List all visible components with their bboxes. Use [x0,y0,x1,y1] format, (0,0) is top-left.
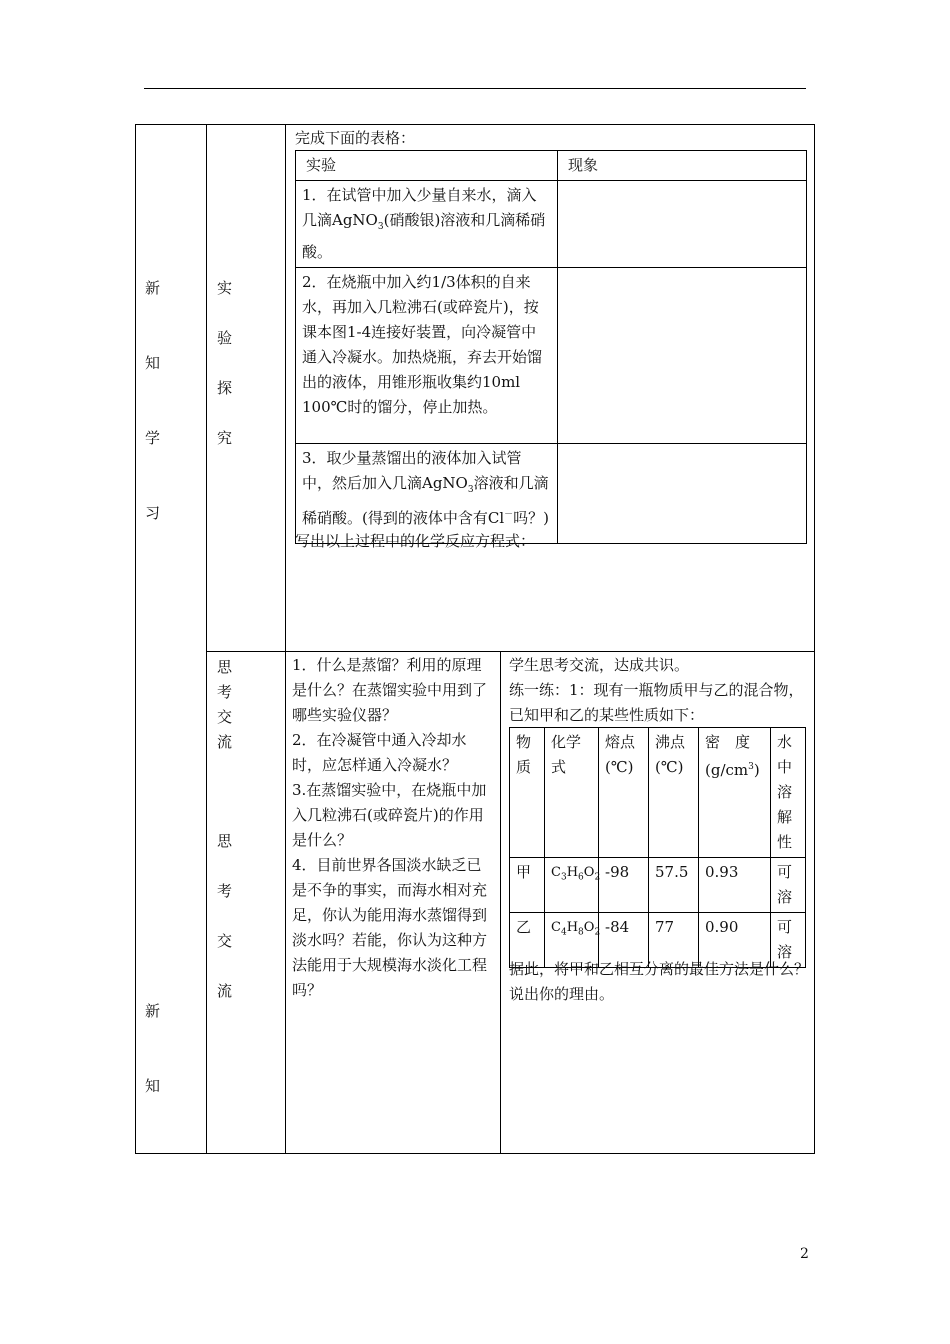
left-char-5: 新 [145,1002,161,1020]
col-divider-3 [500,651,501,1154]
think-char-3: 交 [217,708,233,726]
prop-header-boiling: 沸点(℃) [649,728,699,858]
experiment-table [295,150,807,544]
discussion-note [509,653,809,728]
think-char-2: 考 [217,683,233,701]
exercise-conclusion: 据此，将甲和乙相互分离的最佳方法是什么？说出你的理由。 [509,960,810,1003]
prop-header-density: 密 度$(g/cm^3)$ [699,728,771,858]
question-3: 3.在蒸馏实验中，在烧瓶中加入几粒沸石(或碎瓷片)的作用是什么？ [292,781,487,849]
question-2: 2．在冷凝管中通入冷却水时，应怎样通入冷凝水？ [292,731,467,774]
left-char-3: 学 [145,429,161,447]
prop-cell: 可溶 [771,858,806,913]
col-divider-1 [206,124,207,1154]
mid-char-1: 实 [217,279,233,297]
mid-char-3: 探 [217,379,233,397]
left-char-6: 知 [145,1077,161,1095]
think-char-7: 交 [217,932,233,950]
prop-cell: 0.90 [699,913,771,968]
experiment-step-2: 2．在烧瓶中加入约1/3体积的自来水，再加入几粒沸石(或碎瓷片)，按课本图1-4连接好装置，向冷凝管中通入冷凝水。加热烧瓶，弃去开始馏出的液体，用锥形瓶收集约10ml 100℃时的馏分，停止加热。 [296,268,558,444]
think-char-6: 考 [217,882,233,900]
left-char-2: 知 [145,354,161,372]
experiment-step-3: 3．取少量蒸馏出的液体加入试管中，然后加入几滴AgNO$_3$溶液和几滴稀硝酸。(得到的液体中含有Cl－吗？) [296,444,558,544]
prop-cell: 0.93 [699,858,771,913]
think-char-5: 思 [217,832,233,850]
row-divider [206,651,815,652]
think-char-1: 思 [217,658,233,676]
header-rule [144,88,806,89]
think-char-8: 流 [217,982,233,1000]
left-char-1: 新 [145,279,161,297]
header-phenomenon: 现象 [558,151,807,181]
prop-cell: 77 [649,913,699,968]
prop-cell: 乙 [510,913,545,968]
prop-cell: $C_4H_8O_2$ [545,913,599,968]
result-cell-2[interactable] [558,268,807,444]
header-experiment: 实验 [296,151,558,181]
result-cell-1[interactable] [558,181,807,268]
mid-char-2: 验 [217,329,233,347]
think-char-4: 流 [217,733,233,751]
prop-cell: -98 [599,858,649,913]
discussion-line-1: 学生思考交流，达成共识。 [509,656,690,674]
prop-cell: $C_3H_6O_2$ [545,858,599,913]
property-table [509,727,806,968]
prop-header-formula: 化学式 [545,728,599,858]
prop-cell: -84 [599,913,649,968]
table-intro: 完成下面的表格： [295,129,416,147]
equation-prompt: 写出以上过程中的化学反应方程式： [295,532,536,550]
prop-header-substance: 物质 [510,728,545,858]
question-list [292,653,494,1003]
left-char-4: 习 [145,504,161,522]
prop-cell: 可溶 [771,913,806,968]
question-1: 1．什么是蒸馏？利用的原理是什么？在蒸馏实验中用到了哪些实验仪器？ [292,656,488,724]
page-number: 2 [800,1246,809,1262]
result-cell-3[interactable] [558,444,807,544]
prop-header-solubility: 水中溶解性 [771,728,806,858]
mid-char-4: 究 [217,429,233,447]
experiment-step-1: 1．在试管中加入少量自来水，滴入几滴AgNO$_3$(硝酸银)溶液和几滴稀硝酸。 [296,181,558,268]
prop-cell: 57.5 [649,858,699,913]
exercise-intro: 练一练：1：现有一瓶物质甲与乙的混合物，已知甲和乙的某些性质如下： [509,681,804,724]
prop-header-melting: 熔点(℃) [599,728,649,858]
question-4: 4．目前世界各国淡水缺乏已是不争的事实，而海水相对充足，你认为能用海水蒸馏得到淡水吗？若能，你认为这种方法能用于大规模海水淡化工程吗？ [292,856,488,999]
prop-cell: 甲 [510,858,545,913]
col-divider-2 [285,124,286,1154]
